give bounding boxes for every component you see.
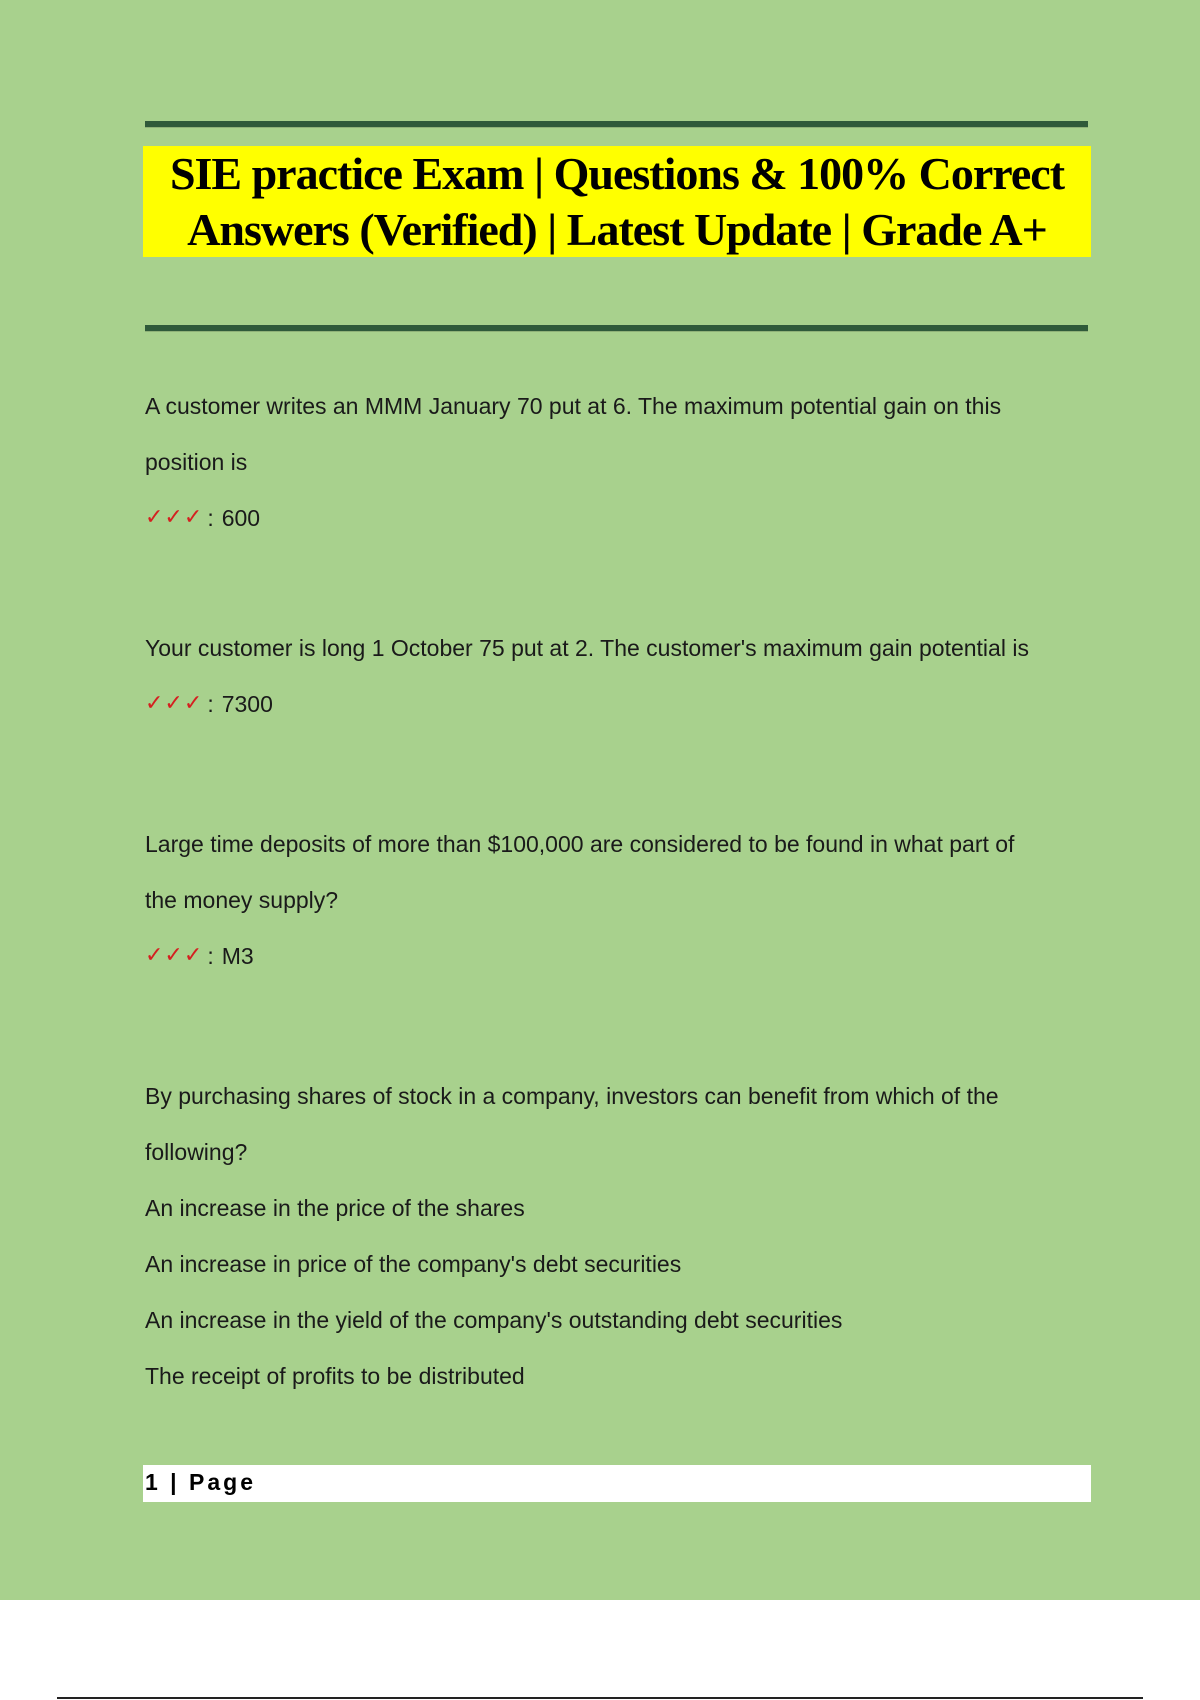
question-block xyxy=(145,620,1090,732)
question-text: A customer writes an MMM January 70 put at 6. The maximum potential gain on this xyxy=(145,393,1002,419)
title-banner xyxy=(143,146,1091,257)
answer-separator: : xyxy=(207,943,214,969)
answer-option: An increase in the price of the shares xyxy=(145,1195,525,1221)
answer-value: 7300 xyxy=(221,691,273,717)
answer-value: 600 xyxy=(221,505,261,531)
answer-option: An increase in the yield of the company's outstanding debt securities xyxy=(145,1307,843,1333)
answer-option: An increase in price of the company's debt securities xyxy=(145,1251,682,1277)
question-block xyxy=(145,378,1090,546)
question-text: By purchasing shares of stock in a company, investors can benefit from which of the xyxy=(145,1083,999,1109)
page-footer xyxy=(143,1465,1091,1502)
page-number: 1 | Page xyxy=(145,1469,256,1495)
top-divider xyxy=(145,121,1088,127)
title-line-2: Answers (Verified) | Latest Update | Grade A+ xyxy=(187,203,1047,255)
answer-row xyxy=(145,928,1090,984)
question-block xyxy=(145,816,1090,984)
answer-row xyxy=(145,490,1090,546)
document-title xyxy=(170,146,1064,258)
check-marks-icon: ✓✓✓ xyxy=(145,691,204,716)
question-text: Large time deposits of more than $100,000 are considered to be found in what part of xyxy=(145,831,1015,857)
title-line-1: SIE practice Exam | Questions & 100% Correct xyxy=(169,147,1065,199)
answer-separator: : xyxy=(207,691,214,717)
answer-value: M3 xyxy=(221,943,254,969)
check-marks-icon: ✓✓✓ xyxy=(145,505,204,530)
question-block xyxy=(145,1068,1090,1404)
check-marks-icon: ✓✓✓ xyxy=(145,943,204,968)
question-text: following? xyxy=(145,1139,248,1165)
question-text: the money supply? xyxy=(145,887,339,913)
question-text: position is xyxy=(145,449,248,475)
questions-list xyxy=(145,378,1090,1404)
page-bottom-line xyxy=(57,1697,1143,1699)
answer-option: The receipt of profits to be distributed xyxy=(145,1363,525,1389)
answer-separator: : xyxy=(207,505,214,531)
bottom-divider xyxy=(145,325,1088,331)
answer-row xyxy=(145,676,1090,732)
question-text: Your customer is long 1 October 75 put at 2. The customer's maximum gain potential is xyxy=(145,635,1029,661)
